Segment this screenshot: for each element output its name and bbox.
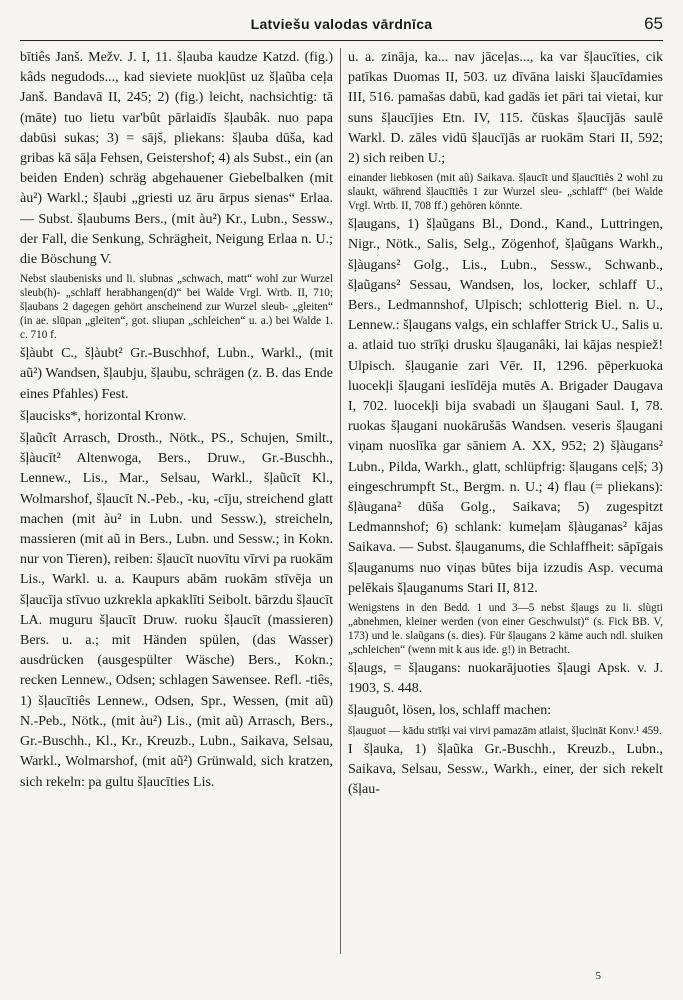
- dictionary-entry: šļaucisks*, horizontal Kronw.: [20, 408, 187, 424]
- signature-mark: 5: [595, 970, 601, 982]
- etymology-note: einander liebkosen (mit aũ) Saikava. šļaucīt und šļaucītiês 2 wohl zu slaukt, während šļaucītiês 1 zur Wurzel sleu- „schlaff“ (bei Walde Vrgl. Wrtb. II, 708 ff.) gehören könnte.: [348, 172, 663, 213]
- etymology-note: Nebst slaubenisks und li. slubnas „schwach, matt“ wohl zur Wurzel sleub(h)- „schlaff herabhangen(d)“ bei Walde Vrgl. Wrtb. II, 710; šļaubans 2 dagegen gehört anscheinend zur Wurzel sleub- „gleiten“ (in ae. slūpan „gleiten“, got. sliupan „schleichen“ u. a.) bei Walde 1. c. 710 f.: [20, 273, 333, 342]
- etymology-note: Wenigstens in den Bedd. 1 und 3—5 nebst šļaugs zu li. slùgti „abnehmen, kleiner werden (von einer Geschwulst)“ (s. Fick BB. V, 173) und le. slaũgans (s. dies). Für šļaugans 2 käme auch ndl. sluiken „schleichen“ (wenn mit k aus ide. g!) in Betracht.: [348, 602, 663, 657]
- right-column: [348, 48, 663, 958]
- dictionary-entry: bītiês Janš. Mežv. J. I, 11. šļauba kaudze Katzd. (fig.) kâds negudods..., kad sieviete nuokļūst uz šļaũba ceļa Janš. Bandavā II, 245; 2) (fig.) leicht, nachsichtig: tā (māte) tuo lietu var'bût pārlaidīs šļaubâk. nuo papa dabūsi sukas; 3) = sājš, pliekans: šļauba dūša, kad gribas kā sāļa Fehsen, Geistershof; 4) als Subst., ein (an beiden Enden) schräg abgehauener Giebelbalken (mit àu²) Warkl.; šļaubi „griesti uz āru ārpus sienas“ Erlaa. — Subst. šļaubums Bers., (mit àu²) Kr., Lubn., Sessw., der Fall, die Senkung, Schrägheit, Neigung Erlaa n. U.; die Böschung V.: [20, 50, 333, 268]
- dictionary-entry: šļaugans, 1) šļaũgans Bl., Dond., Kand., Luttringen, Nigr., Nötk., Salis, Selg., Zögenhof, šļaũgans Warkh., šļàugans² Golg., Lis., Lubn., Sessw., Schwanb., šļaũgans² Sessau, Wandsen, los, locker, schlaff U., Bers., Ledmannshof, Ulpisch; schlotterig Biel. n. U., Lennew.: šļaugans valgs, ein schlaffer Strick U., Salis u. a. atlaid tuo strīķi drusku šļauganâki, lai kājas nespiež! Ulpisch. šļauganie zari Vēr. II, 1296. pēperkuoka luocekļi šļaugani ieslīdēja mutēs A. Brigader Daugava I, 702. luocekļi bija svabadi un šļaugani Saul. I, 78. ruokas šļaugani nuokārušās Wandsen. veseris šļaugani viņam nuoslīka gar sāniem A. XX, 952; 2) šļàugans² Lubn., Pilda, Warkh., glatt, schlüpfrig: šļaugans ceļš; 3) eingeschrumpft St., Bergm. n. U.; 4) flau (= pliekans): šļàugana² dūša Golg., Saikava; 5) zugespitzt Ledmannshof; 6) schlank: kumeļam šļàuganas² kājas Saikava. — Subst. šļauganums, die Schlaffheit: sāpīgais šļauganums nuo viņas būtes bija izzudis Asp. vecuma pelēkais šļauganums Stari II, 812.: [348, 217, 663, 596]
- column-divider: [340, 48, 341, 954]
- example-note: šļauguot — kādu strīķi vai virvi pamazām atlaist, šļucināt Konv.¹ 459.: [348, 724, 662, 737]
- dictionary-entry: šļaugs, = šļaugans: nuokarājuoties šļaugi Apsk. v. J. 1903, S. 448.: [348, 661, 663, 697]
- dictionary-entry: šļàubt C., šļàubt² Gr.-Buschhof, Lubn., Warkl., (mit aũ²) Wandsen, šļaubju, šļaubu, schrägen (z. B. das Ende eines Pfahles) Fest.: [20, 346, 333, 402]
- dictionary-entry: u. a. zināja, ka... nav jāceļas..., ka var šļaucīties, cik patīkas Duomas II, 503. uz dīvāna laiski šļaucīdamies III, 516. pamašas dabū, kad gadās iet pāri tai vietai, kur suns šļaucījies Etn. IV, 115. čūskas šļaucījās saulē Warkl. D. zāles vidū šļaucījās ar ruokām Stari II, 592; 2) sich reiben U.;: [348, 50, 663, 167]
- page-title: Latviešu valodas vārdnīca: [250, 16, 433, 32]
- running-header: [20, 14, 663, 41]
- left-column: [20, 48, 333, 958]
- dictionary-entry: šļauguôt, lösen, los, schlaff machen:: [348, 703, 552, 719]
- page-number: 65: [644, 14, 663, 33]
- dictionary-entry: I šļauka, 1) šļaũka Gr.-Buschh., Kreuzb., Lubn., Saikava, Selsau, Sessw., Warkh., einer, der sich rekelt (šļau-: [348, 741, 663, 798]
- dictionary-entry: šļaũcît Arrasch, Drosth., Nötk., PS., Schujen, Smilt., šļàucīt² Altenwoga, Bers., Druw., Gr.-Buschh., Lennew., Lis., Mar., Selsau, Warkl., šļaũcīt Kl., Wolmarshof, šļaucīt N.-Peb., -ku, -cīju, streichend glatt machen (mit àu² in Lubn. und Sessw.), streicheln, massieren (mit aũ in Bers., Lubn. und Sessw.; in Kokn. nur von Tieren), reiben: šļaucīt nuovītu vīrvi pa ruokām Lis., Warkl. u. a. Kaupurs abām ruokām stīvēja un šļaucīja stīvuo uzkrekla apkaklīti Seibolt. bārzdu šļaucīt LA. muguru šļaucīt Druw. ruoku šļaucīt (massieren) Bers. u. a.; mit Händen spülen, (das Wasser) ausdrücken (ausgespülter Wäsche) Bers., Kokn.; recken Lennew., Odsen; schlagen Sawensee. Refl. -tiês, 1) šļaucītiês Lennew., Odsen, Spr., Wessen, (mit aũ) N.-Peb., Nötk., (mit àu²) Lis., (mit aũ) Arrasch, Bers., Gr.-Buschh., Kl., Kr., Kreuzb., Lubn., Saikava, Selsau, Warkl., Wolmarshof, (mit aũ²) Grünwald, sich kratzen, sich rekeln: pa gultu šļaucīties Lis.: [20, 431, 333, 790]
